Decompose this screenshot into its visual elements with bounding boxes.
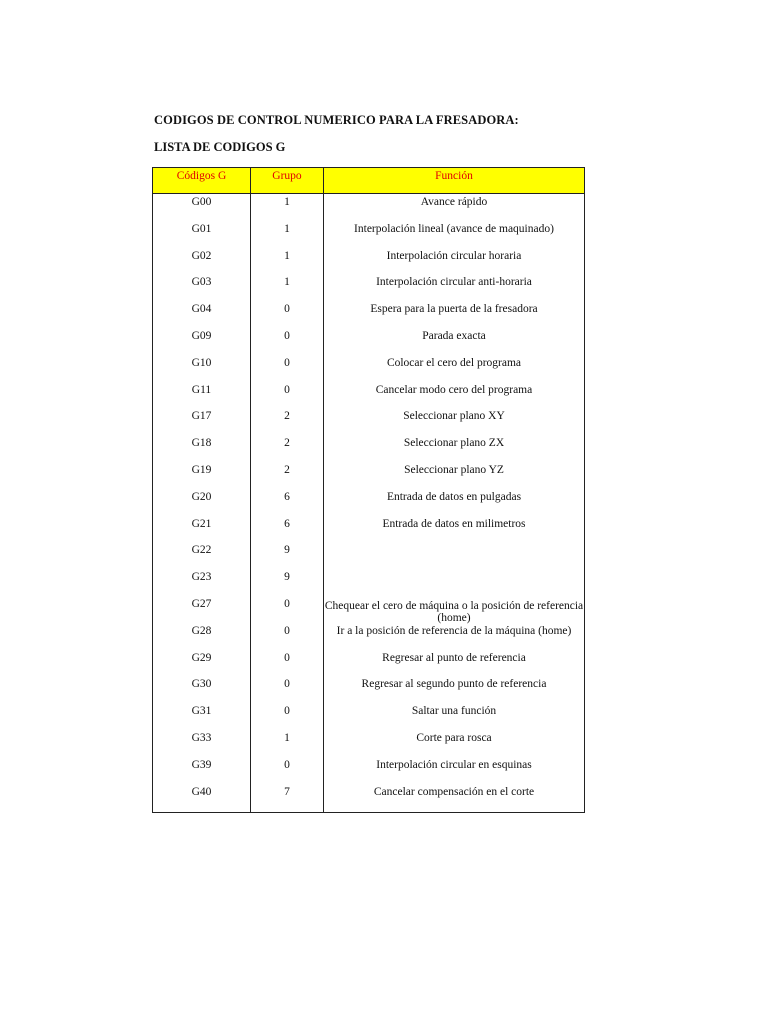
code-cell: G02	[191, 249, 212, 262]
function-cell: Interpolación circular anti-horaria	[376, 276, 532, 289]
function-cell: Chequear el cero de máquina o la posición de referencia (home)	[324, 599, 584, 624]
header-group: Grupo	[272, 170, 302, 182]
function-cell: Interpolación circular horaria	[386, 249, 522, 262]
table-row	[153, 596, 584, 623]
header-function: Función	[435, 170, 473, 182]
table-row	[153, 489, 584, 516]
code-cell: G03	[191, 276, 212, 289]
group-cell: 1	[284, 249, 290, 262]
table-row	[153, 221, 584, 248]
function-cell	[324, 569, 584, 596]
document-title: CODIGOS DE CONTROL NUMERICO PARA LA FRESADORA:	[154, 113, 519, 127]
function-cell: Colocar el cero del programa	[386, 356, 522, 369]
table-row	[153, 784, 584, 811]
table-row	[153, 382, 584, 409]
code-cell: G19	[191, 463, 212, 476]
table-row	[153, 757, 584, 784]
code-cell: G28	[191, 624, 212, 637]
group-cell: 0	[284, 705, 290, 718]
code-cell: G40	[191, 785, 212, 798]
function-cell: Seleccionar plano ZX	[403, 437, 505, 450]
function-cell: Regresar al punto de referencia	[382, 651, 526, 664]
group-cell: 0	[284, 329, 290, 342]
table-row	[153, 623, 584, 650]
function-cell: Saltar una función	[411, 705, 497, 718]
group-cell: 6	[284, 517, 290, 530]
code-cell: G18	[191, 437, 212, 450]
group-cell: 2	[284, 437, 290, 450]
code-cell: G27	[191, 597, 212, 610]
table-row	[153, 462, 584, 489]
function-cell: Corte para rosca	[416, 731, 492, 744]
function-cell: Entrada de datos en milimetros	[382, 517, 526, 530]
function-cell: Cancelar modo cero del programa	[375, 383, 533, 396]
code-cell: G31	[191, 705, 212, 718]
function-cell: Avance rápido	[420, 196, 488, 208]
code-cell: G00	[191, 196, 212, 208]
group-cell: 1	[284, 222, 290, 235]
group-cell: 2	[284, 410, 290, 423]
group-cell: 0	[284, 383, 290, 396]
group-cell: 0	[284, 356, 290, 369]
group-cell: 0	[284, 303, 290, 316]
function-cell: Interpolación lineal (avance de maquinado)	[354, 222, 554, 235]
group-cell: 9	[284, 571, 290, 584]
table-row	[153, 542, 584, 569]
table-row	[153, 435, 584, 462]
table-body	[153, 194, 584, 810]
function-cell: Ir a la posición de referencia de la máquina (home)	[336, 624, 572, 637]
code-cell: G30	[191, 678, 212, 691]
group-cell: 2	[284, 463, 290, 476]
group-cell: 0	[284, 624, 290, 637]
function-cell: Entrada de datos en pulgadas	[386, 490, 522, 503]
table-row	[153, 676, 584, 703]
table-row	[153, 516, 584, 543]
code-cell: G29	[191, 651, 212, 664]
code-cell: G20	[191, 490, 212, 503]
group-cell: 1	[284, 196, 290, 208]
group-cell: 1	[284, 276, 290, 289]
code-cell: G11	[191, 383, 212, 396]
function-cell: Interpolación circular en esquinas	[376, 758, 532, 771]
function-cell: Seleccionar plano XY	[403, 410, 505, 423]
table-row	[153, 194, 584, 221]
code-cell: G10	[191, 356, 212, 369]
code-cell: G01	[191, 222, 212, 235]
code-cell: G39	[191, 758, 212, 771]
group-cell: 7	[284, 785, 290, 798]
code-cell: G23	[191, 571, 212, 584]
group-cell: 0	[284, 651, 290, 664]
function-cell: Espera para la puerta de la fresadora	[370, 303, 538, 316]
header-codes: Códigos G	[176, 170, 227, 182]
table-row	[153, 730, 584, 757]
table-row	[153, 301, 584, 328]
table-row	[153, 328, 584, 355]
document-subtitle: LISTA DE CODIGOS G	[154, 140, 286, 154]
code-cell: G09	[191, 329, 212, 342]
table-row	[153, 569, 584, 596]
code-cell: G21	[191, 517, 212, 530]
function-cell: Cancelar compensación en el corte	[373, 785, 535, 798]
table-header	[153, 168, 584, 194]
code-cell: G17	[191, 410, 212, 423]
table-row	[153, 248, 584, 275]
table-row	[153, 703, 584, 730]
table-row	[153, 408, 584, 435]
code-cell: G33	[191, 731, 212, 744]
group-cell: 9	[284, 544, 290, 557]
group-cell: 1	[284, 731, 290, 744]
function-cell: Seleccionar plano YZ	[404, 463, 504, 476]
group-cell: 0	[284, 758, 290, 771]
function-cell: Regresar al segundo punto de referencia	[361, 678, 547, 691]
group-cell: 6	[284, 490, 290, 503]
table-row	[153, 355, 584, 382]
code-cell: G04	[191, 303, 212, 316]
group-cell: 0	[284, 597, 290, 610]
g-codes-table	[152, 167, 585, 813]
code-cell: G22	[191, 544, 212, 557]
function-cell	[324, 542, 584, 569]
function-cell: Parada exacta	[422, 329, 486, 342]
table-row	[153, 274, 584, 301]
group-cell: 0	[284, 678, 290, 691]
table-row	[153, 650, 584, 677]
